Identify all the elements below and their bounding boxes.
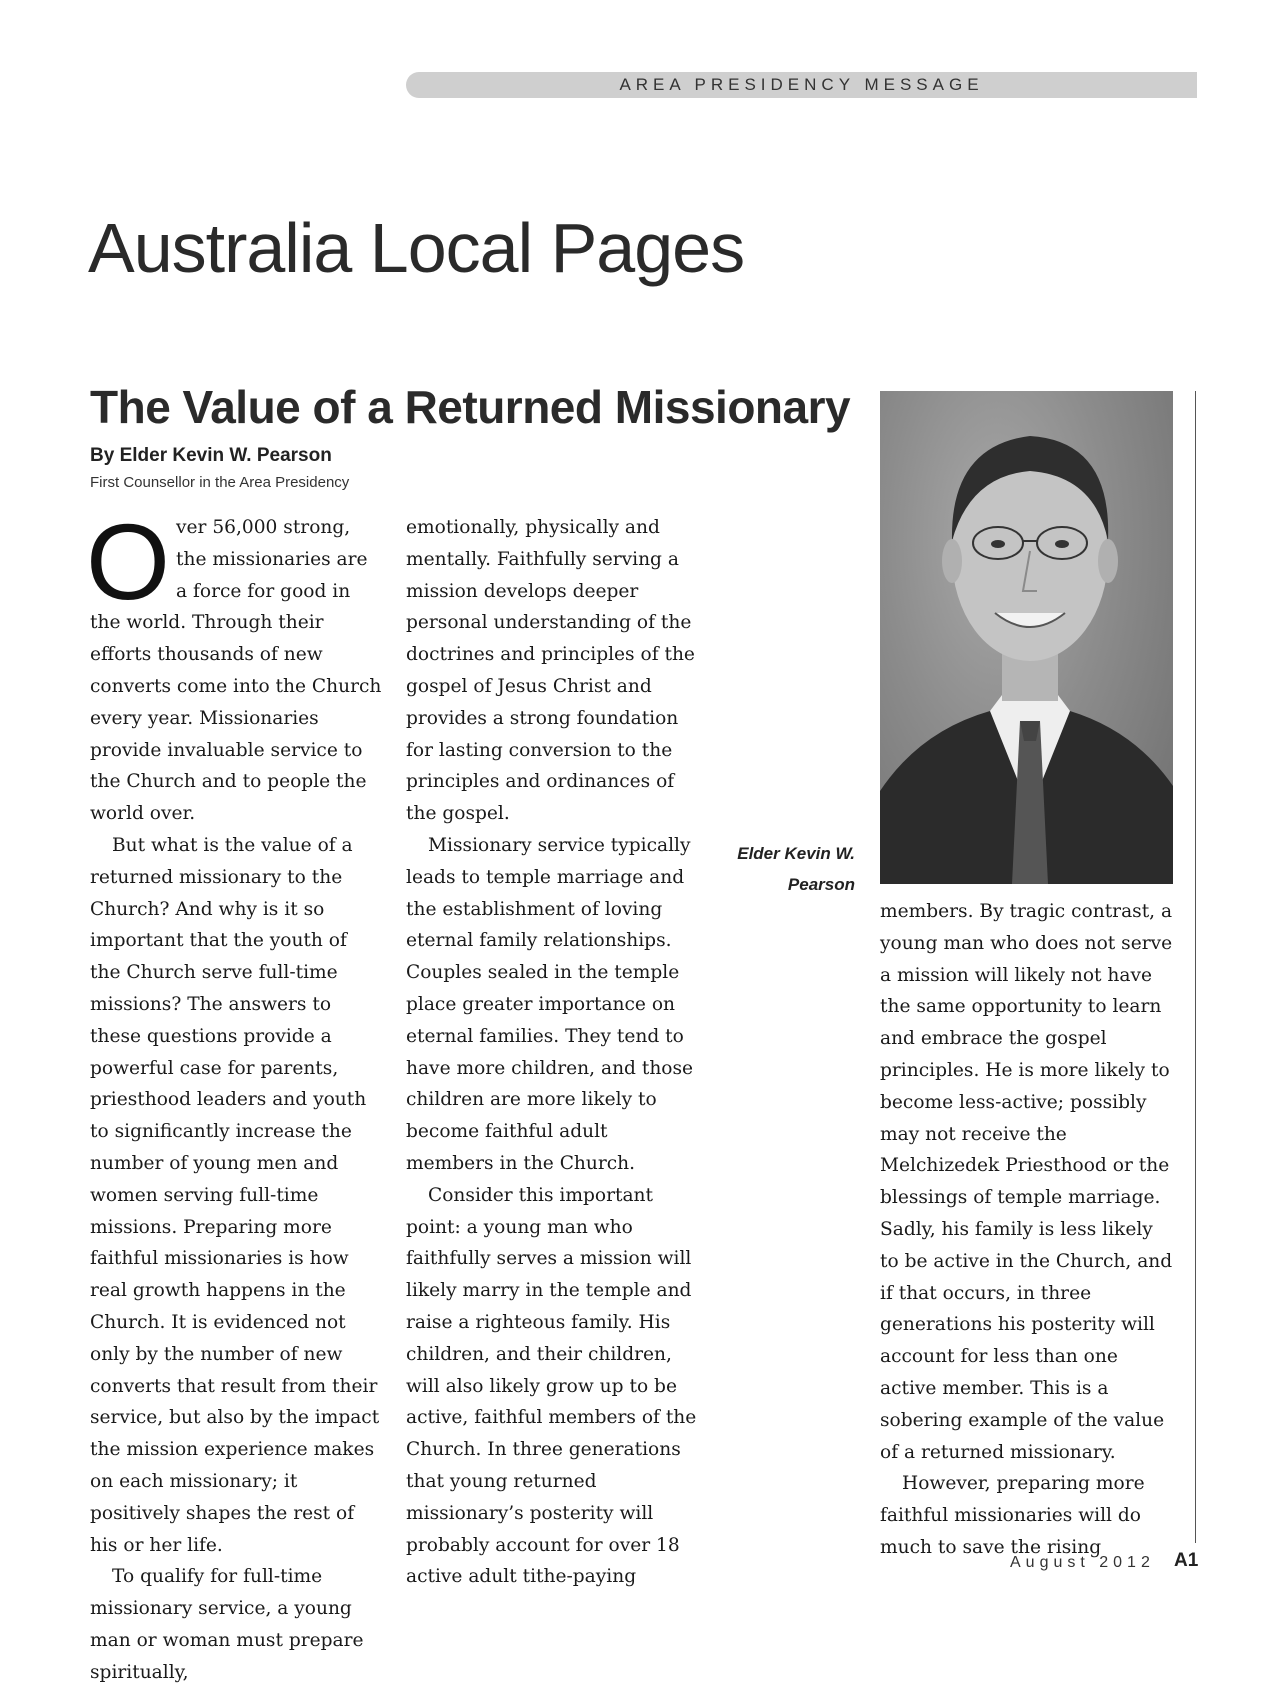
page-number: A1 — [1174, 1550, 1199, 1571]
paragraph-4: emotionally, physically and mentally. Faithfully serving a mission develops deeper personal understanding of the doctrines and principles of the gospel of Jesus Christ and provides a strong foundation for lasting conversion to the principles and ordinances of the gospel. — [406, 517, 695, 825]
article-title: The Value of a Returned Missionary — [90, 381, 851, 433]
paragraph-8: However, preparing more faithful missionaries will do much to save the rising — [880, 1473, 1145, 1558]
column-3 — [880, 896, 1175, 1564]
column-1 — [86, 501, 382, 1688]
paragraph-2: But what is the value of a returned missionary to the Church? And why is it so important that the youth of the Church serve full-time missions? The answers to these questions provide a powerful case for parents, priesthood leaders and youth to significantly increase the number of young men and women serving full-time missions. Preparing more faithful missionaries is how real growth happens in the Church. It is evidenced not only by the number of new converts that result from their service, but also by the impact the mission experience makes on each missionary; it positively shapes the rest of his or her life. — [90, 834, 380, 1556]
paragraph-3: To qualify for full-time missionary service, a young man or woman must prepare spiritually, — [90, 1566, 364, 1683]
portrait-photo — [880, 391, 1173, 884]
section-label: AREA PRESIDENCY MESSAGE — [619, 75, 984, 94]
footer-date: August 2012 — [1010, 1554, 1155, 1571]
drop-cap: O — [86, 501, 171, 622]
portrait-illustration — [880, 391, 1173, 884]
byline-role: First Counsellor in the Area Presidency — [90, 474, 350, 491]
byline: By Elder Kevin W. Pearson — [90, 445, 332, 466]
column-2 — [406, 512, 699, 1593]
paragraph-7: members. By tragic contrast, a young man who does not serve a mission will likely not have the same opportunity to learn and embrace the gospel principles. He is more likely to become less-active; possibly may not receive the Melchizedek Priesthood or the blessings of temple marriage. Sadly, his family is less likely to be active in the Church, and if that occurs, in three generations his posterity will account for less than one active member. This is a sobering example of the value of a returned missionary. — [880, 901, 1173, 1463]
page-title: Australia Local Pages — [88, 209, 745, 287]
paragraph-6: Consider this important point: a young man who faithfully serves a mission will likely marry in the temple and raise a righteous family. His children, and their children, will also likely grow up to be active, faithful members of the Church. In three generations that young returned missionary’s posterity will probably account for over 18 active adult tithe-paying — [406, 1184, 697, 1588]
photo-caption: Elder Kevin W. Pearson — [737, 844, 855, 894]
vertical-rule — [1195, 391, 1196, 1543]
section-banner — [406, 72, 1197, 98]
paragraph-1: Over 56,000 strong, the missionaries are a force for good in the world. Through their efforts thousands of new converts come into the Church every year. Missionaries provide invaluable service to the Church and to people the world over. — [86, 501, 382, 825]
paragraph-5: Missionary service typically leads to temple marriage and the establishment of loving eternal family relationships. Couples sealed in the temple place greater importance on eternal families. They tend to have more children, and those children are more likely to become faithful adult members in the Church. — [406, 834, 694, 1174]
